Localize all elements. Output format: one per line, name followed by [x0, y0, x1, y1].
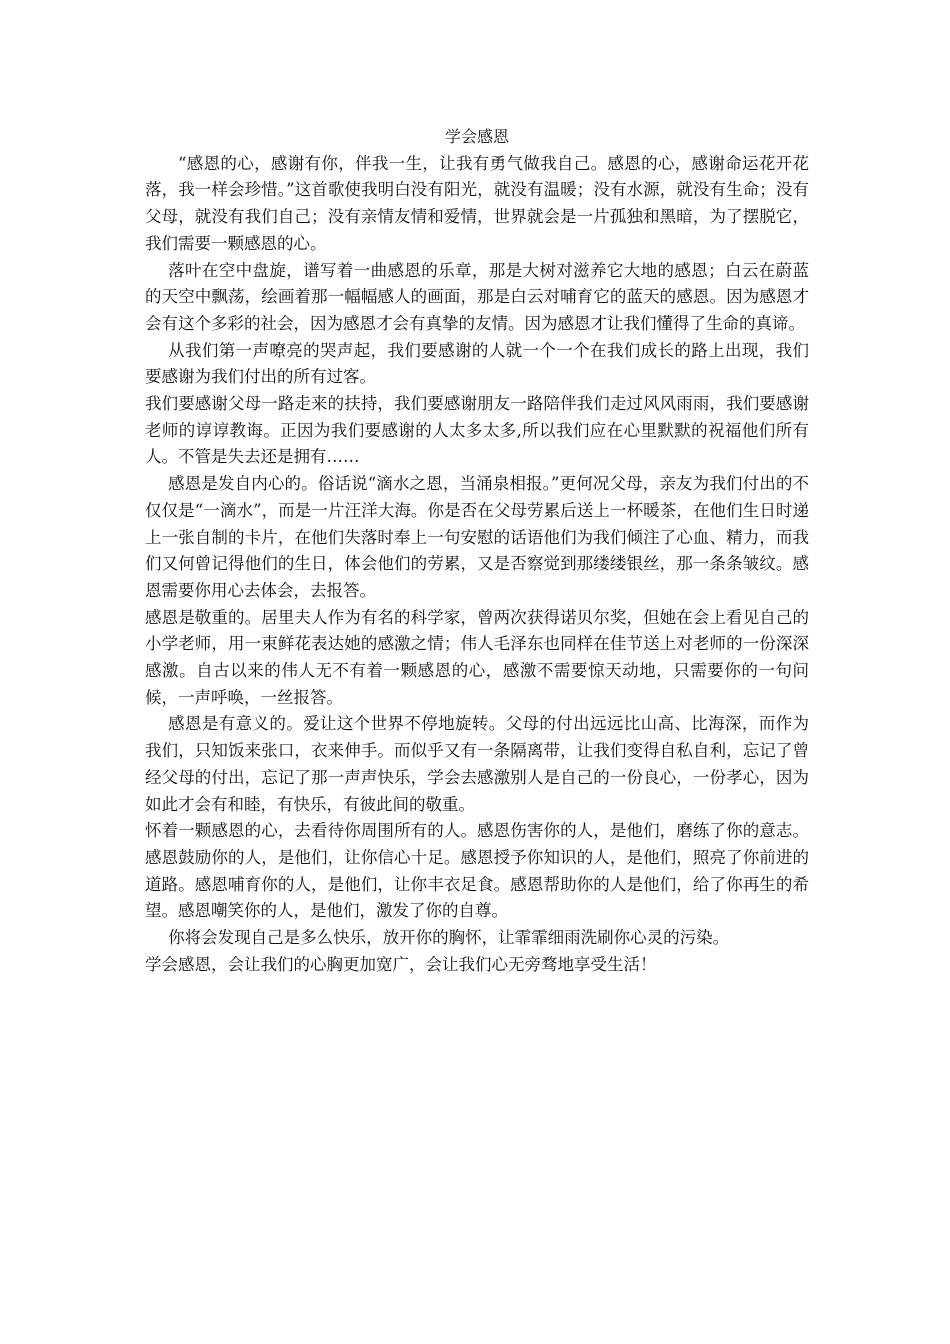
paragraph-8: 怀着一颗感恩的心，去看待你周围所有的人。感恩伤害你的人，是他们，磨练了你的意志。感恩鼓励你的人，是他们，让你信心十足。感恩授予你知识的人，是他们，照亮了你前进的道路。感恩哺育你的人，是他们，让你丰衣足食。感恩帮助你的人是他们，给了你再生的希望。感恩嘲笑你的人，是他们，激发了你的自尊。: [145, 821, 809, 921]
paragraph-10: 学会感恩，会让我们的心胸更加宽广，会让我们心无旁骛地享受生活！: [145, 954, 657, 974]
paragraph-7: 感恩是有意义的。爱让这个世界不停地旋转。父母的付出远远比山高、比海深，而作为我们，只知饭来张口，衣来伸手。而似乎又有一条隔离带，让我们变得自私自利，忘记了曾经父母的付出，忘记了那一声声快乐，学会去感激别人是自己的一份良心，一份孝心，因为如此才会有和睦，有快乐，有彼此间的敬重。: [145, 714, 809, 814]
paragraph-6: 感恩是敬重的。居里夫人作为有名的科学家，曾两次获得诺贝尔奖，但她在会上看见自己的小学老师，用一束鲜花表达她的感激之情；伟人毛泽东也同样在佳节送上对老师的一份深深感激。自古以来的伟人无不有着一颗感恩的心，感激不需要惊天动地，只需要你的一句问候，一声呼唤，一丝报答。: [145, 607, 809, 707]
paragraph-3: 从我们第一声嘹亮的哭声起，我们要感谢的人就一个一个在我们成长的路上出现，我们要感谢为我们付出的所有过客。: [145, 340, 809, 387]
document-title: 学会感恩: [444, 127, 509, 146]
paragraph-1: “感恩的心，感谢有你，伴我一生，让我有勇气做我自己。感恩的心，感谢命运花开花落，我一样会珍惜。”这首歌使我明白没有阳光，就没有温暖；没有水源，就没有生命；没有父母，就没有我们自己；没有亲情友情和爱情，世界就会是一片孤独和黑暗，为了摆脱它，我们需要一颗感恩的心。: [145, 153, 809, 253]
paragraph-2: 落叶在空中盘旋，谱写着一曲感恩的乐章，那是大树对滋养它大地的感恩；白云在蔚蓝的天空中飘荡，绘画着那一幅幅感人的画面，那是白云对哺育它的蓝天的感恩。因为感恩才会有这个多彩的社会，因为感恩才会有真挚的友情。因为感恩才让我们懂得了生命的真谛。: [145, 260, 809, 333]
paragraph-4: 我们要感谢父母一路走来的扶持，我们要感谢朋友一路陪伴我们走过风风雨雨，我们要感谢老师的谆谆教诲。正因为我们要感谢的人太多太多,所以我们应在心里默默的祝福他们所有人。不管是失去还是拥有……: [145, 394, 809, 467]
document-body: [145, 124, 809, 979]
paragraph-9: 你将会发现自己是多么快乐，放开你的胸怀，让霏霏细雨洗刷你心灵的污染。: [168, 928, 730, 948]
paragraph-5: 感恩是发自内心的。俗话说“滴水之恩，当涌泉相报。”更何况父母，亲友为我们付出的不仅仅是“一滴水”，而是一片汪洋大海。你是否在父母劳累后送上一杯暖茶，在他们生日时递上一张自制的卡片，在他们失落时奉上一句安慰的话语他们为我们倾注了心血、精力，而我们又何曾记得他们的生日，体会他们的劳累，又是否察觉到那缕缕银丝，那一条条皱纹。感恩需要你用心去体会，去报答。: [145, 474, 809, 600]
